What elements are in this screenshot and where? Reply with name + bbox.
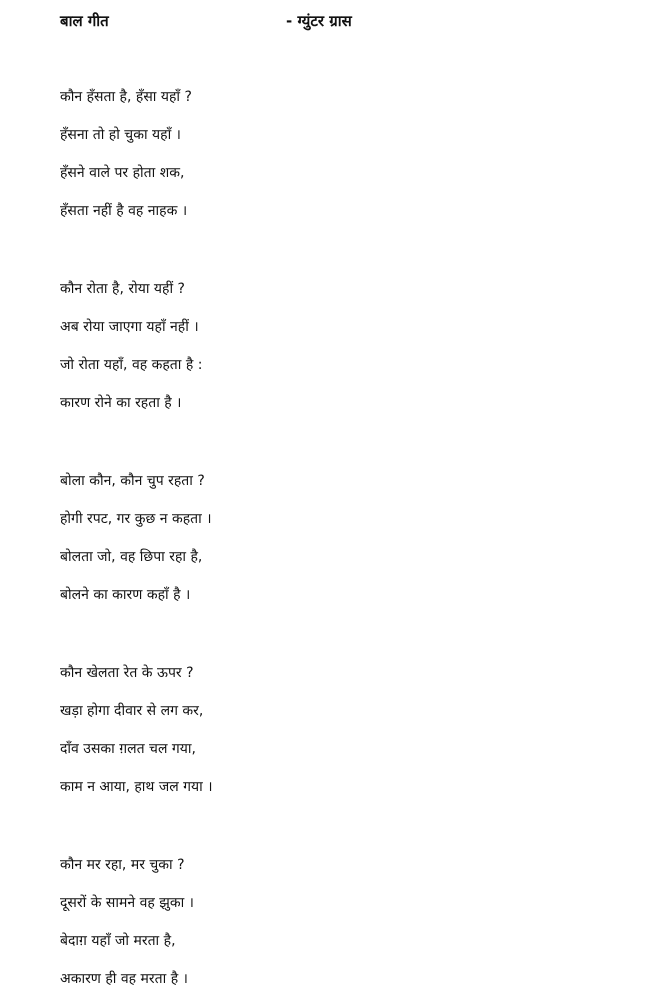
poem-line: हँसने वाले पर होता शक, <box>60 165 185 181</box>
poem-line: जो रोता यहाँ, वह कहता है : <box>60 357 203 373</box>
poem-line: कौन हँसता है, हँसा यहाँ ? <box>60 89 192 105</box>
poem-line: कारण रोने का रहता है । <box>60 395 182 411</box>
poem-line: दाँव उसका ग़लत चल गया, <box>60 741 196 757</box>
poem-line: दूसरों के सामने वह झुका । <box>60 895 194 911</box>
poem-line: बोला कौन, कौन चुप रहता ? <box>60 473 205 489</box>
poem-line: हँसना तो हो चुका यहाँ । <box>60 127 181 143</box>
poem-author: - ग्युंटर ग्रास <box>286 12 352 30</box>
poem-line: खड़ा होगा दीवार से लग कर, <box>60 703 204 719</box>
poem-line: कौन खेलता रेत के ऊपर ? <box>60 665 194 681</box>
poem-line: कौन रोता है, रोया यहीं ? <box>60 281 185 297</box>
poem-line: होगी रपट, गर कुछ न कहता । <box>60 511 212 527</box>
poem-title: बाल गीत <box>60 12 109 30</box>
poem-line: अब रोया जाएगा यहाँ नहीं । <box>60 319 199 335</box>
poem-line: काम न आया, हाथ जल गया । <box>60 779 213 795</box>
poem-line: बोलने का कारण कहाँ है । <box>60 587 191 603</box>
poem-line: हँसता नहीं है वह नाहक । <box>60 203 188 219</box>
poem-line: कौन मर रहा, मर चुका ? <box>60 857 185 873</box>
poem-line: बेदाग़ यहाँ जो मरता है, <box>60 933 176 949</box>
poem-line: बोलता जो, वह छिपा रहा है, <box>60 549 203 565</box>
poem-line: अकारण ही वह मरता है । <box>60 971 188 987</box>
